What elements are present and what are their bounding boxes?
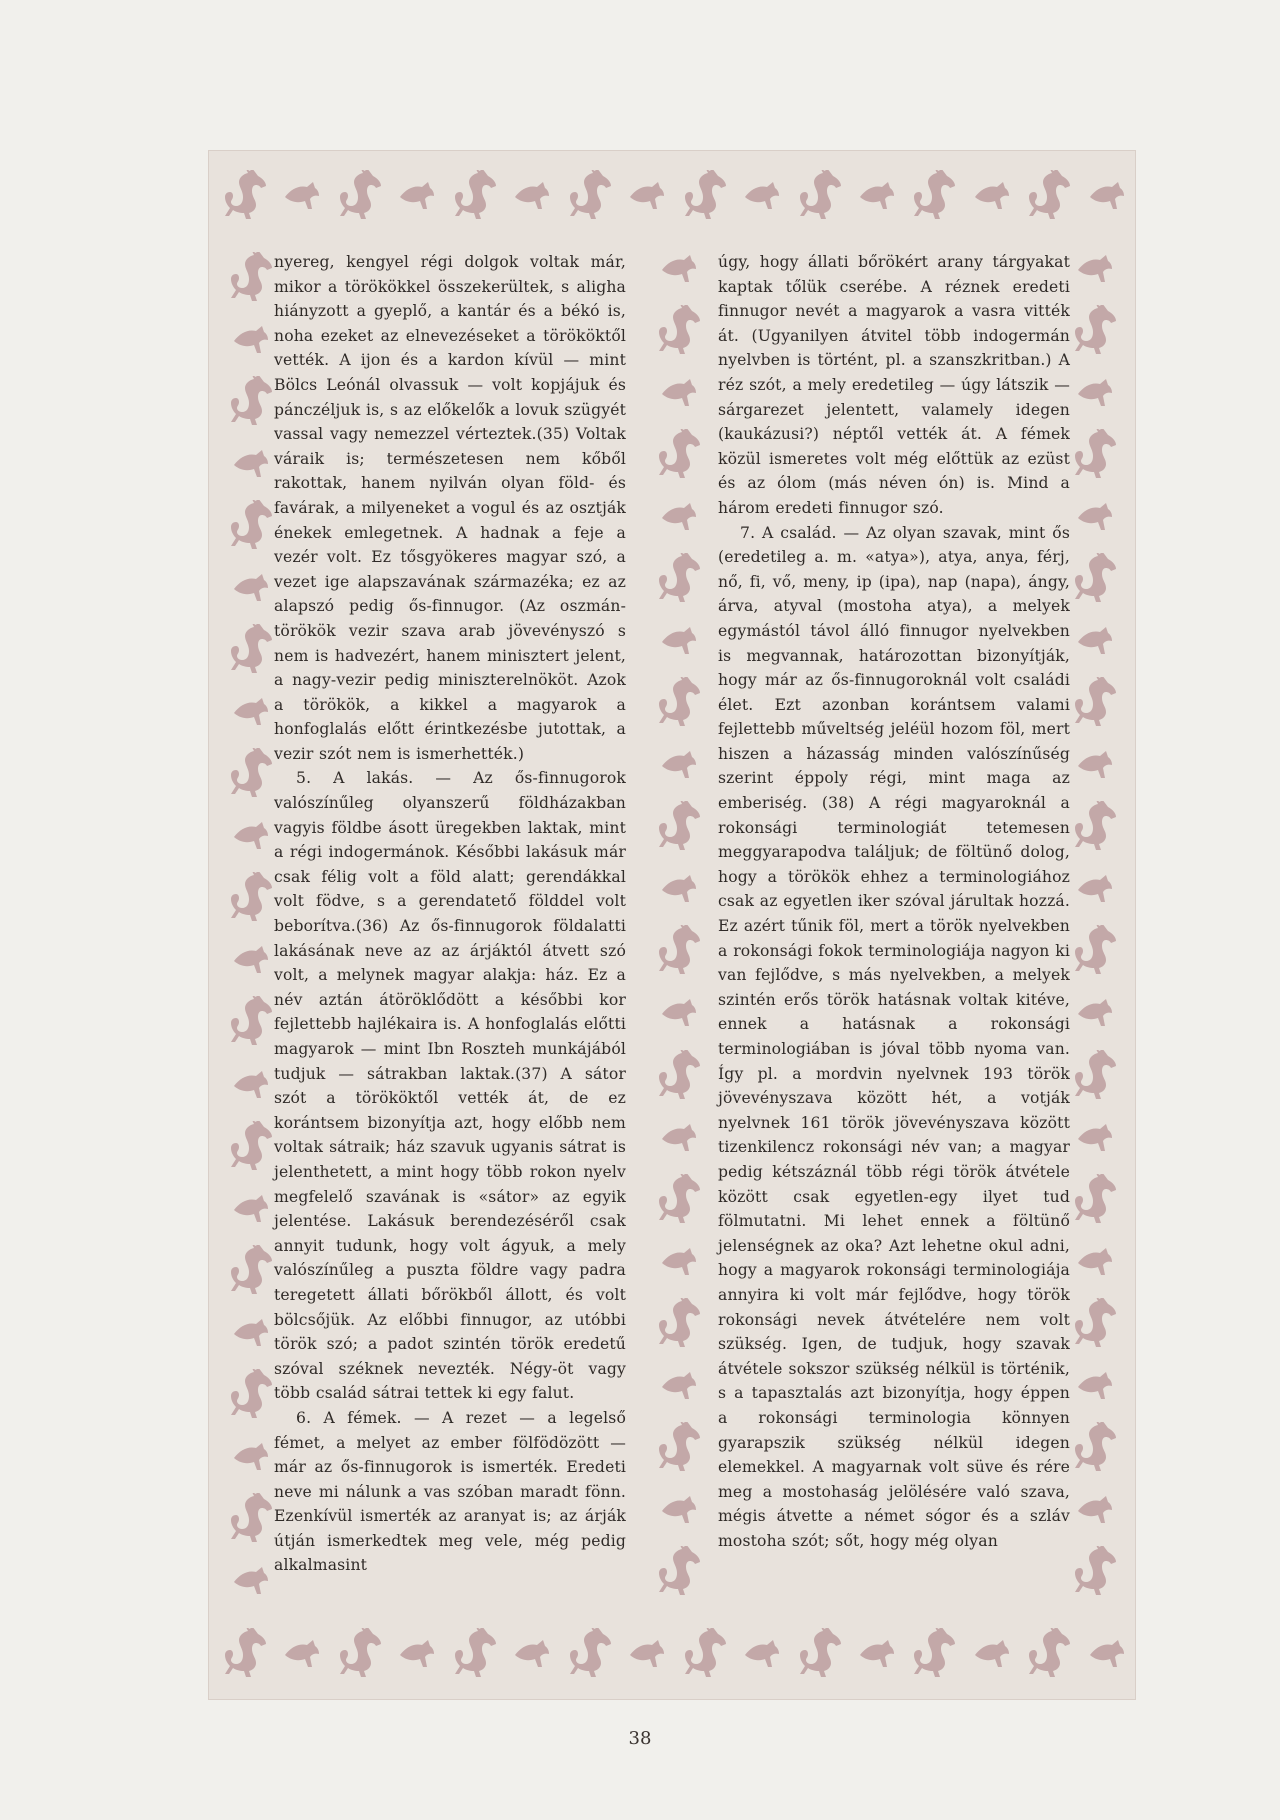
- bird-icon: [511, 179, 551, 213]
- horse-icon: [224, 1121, 276, 1173]
- bird-icon: [396, 1637, 436, 1671]
- horse-icon: [1068, 925, 1120, 977]
- paragraph: 6. A fémek. — A rezet — a legelső fémet, a melyet az ember fölfödözött — már az ős-finnugorok is ismerték. Eredeti neve mi nálunk a vas szóban maradt fönn. Ezenkívül ismerték az aranyat is; az árják útján ismerkedtek meg vele, még pedig alkalmasint: [274, 1408, 626, 1575]
- bird-icon: [230, 695, 270, 729]
- bird-icon: [1074, 624, 1114, 658]
- horse-icon: [224, 252, 276, 304]
- horse-icon: [1068, 1298, 1120, 1350]
- horse-icon: [224, 748, 276, 800]
- bird-icon: [511, 1637, 551, 1671]
- horse-icon: [448, 170, 500, 222]
- bird-icon: [230, 571, 270, 605]
- horse-icon: [448, 1628, 500, 1680]
- horse-icon: [678, 1628, 730, 1680]
- horse-icon: [333, 170, 385, 222]
- horse-icon: [1068, 677, 1120, 729]
- horse-icon: [224, 1493, 276, 1545]
- bird-icon: [230, 1440, 270, 1474]
- horse-icon: [1068, 1050, 1120, 1102]
- horse-icon: [563, 1628, 615, 1680]
- bird-icon: [396, 179, 436, 213]
- horse-icon: [563, 170, 615, 222]
- horse-icon: [1068, 429, 1120, 481]
- horse-icon: [224, 1369, 276, 1421]
- horse-icon: [793, 1628, 845, 1680]
- paragraph: 5. A lakás. — Az ős-finnugorok valószínűleg olyanszerű földházakban vagyis földbe ásott üregekben laktak, mint a régi indogermánok. Későbbi lakásuk már csak félig volt a föld alatt; gerendákkal volt födve, s a gerendatető földdel volt beborítva.(36) Az ős-finnugorok földalatti lakásának neve az az árjáktól átvett szó volt, a melynek magyar alakja: ház. Ez a név aztán átöröklődött a későbbi kor fejlettebb hajlékaira is. A honfoglalás előtti magyarok — mint Ibn Roszteh munkájából tudjuk — sátrakban laktak.(37) A sátor szót a törököktől vették át, de ez korántsem bizonyítja azt, hogy előbb nem voltak sátraik; ház szavuk ugyanis sátrat is jelenthetett, a mint hogy több rokon nyelv megfelelő szavának is «sátor» az egyik jelentése. Lakásuk berendezéséről csak annyit tudunk, hogy volt ágyuk, a mely valószínűleg a puszta földre vagy padra teregetett állati bőrökből állott, és volt bölcsőjük. Az előbbi finnugor, az utóbbi török szó; a padot szintén török eredetű szóval széknek nevezték. Négy-öt vagy több család sátrai tettek ki egy falut.: [274, 769, 626, 1403]
- bird-icon: [1086, 1637, 1126, 1671]
- horse-icon: [793, 170, 845, 222]
- bird-icon: [1086, 179, 1126, 213]
- bird-icon: [230, 1316, 270, 1350]
- horse-icon: [1022, 170, 1074, 222]
- text-columns: [274, 250, 1070, 1602]
- horse-icon: [224, 872, 276, 924]
- right-column: [718, 250, 1070, 1602]
- bird-icon: [1074, 1369, 1114, 1403]
- bird-icon: [741, 1637, 781, 1671]
- bird-icon: [971, 1637, 1011, 1671]
- page-frame: [208, 150, 1136, 1700]
- horse-icon: [1068, 801, 1120, 853]
- bird-icon: [281, 179, 321, 213]
- paragraph: úgy, hogy állati bőrökért arany tárgyakat kaptak tőlük cserébe. A réznek eredeti finnugor nevét a magyarok a vasra vitték át. (Ugyanilyen átvitel több indogermán nyelvben is történt, pl. a szanszkritban.) A réz szót, a mely eredetileg — úgy látszik — sárgarezet jelentett, valamely idegen (kaukázusi?) néptől vették át. A fémek közül ismeretes volt még előttük az ezüst és az ólom (más néven ón) is. Mind a három eredeti finnugor szó.: [718, 253, 1070, 517]
- horse-icon: [1068, 553, 1120, 605]
- horse-icon: [224, 376, 276, 428]
- bird-icon: [1074, 748, 1114, 782]
- bird-icon: [230, 447, 270, 481]
- bird-icon: [281, 1637, 321, 1671]
- paragraph: 7. A család. — Az olyan szavak, mint ős (eredetileg a. m. «atya»), atya, anya, férj, nő, fi, vő, meny, ip (ipa), nap (napa), ángy, árva, atyval (mostoha atya), a melyek egymástól távol álló finnugor nyelvekben is megvannak, határozottan bizonyítják, hogy már az ős-finnugoroknál volt családi élet. Ezt azonban korántsem valami fejlettebb műveltség jeléül hozom föl, mert hiszen a házasság minden valószínűség szerint éppoly régi, mint maga az emberiség. (38) A régi magyaroknál a rokonsági terminologiát tetemesen meggyarapodva találjuk; de föltünő dolog, hogy a törökök ehhez a terminologiához csak az egyetlen iker szóval járultak hozzá. Ez azért tűnik föl, mert a török nyelvekben a rokonsági fokok terminologiája nagyon ki van fejlődve, s más nyelvekben, a melyek szintén erős török hatásnak voltak kitéve, ennek a hatásnak a rokonsági terminologiában is jóval több nyoma van. Így pl. a mordvin nyelvnek 193 török jövevényszava között hét, a votják nyelvnek 161 török jövevényszava között tizenkilencz rokonsági név van; a magyar pedig kétszáznál több régi török átvétele között csak egyetlen-egy ilyet tud fölmutatni. Mi lehet ennek a föltünő jelenségnek az oka? Azt lehetne okul adni, hogy a magyarok rokonsági terminologiája annyira ki volt már fejlődve, hogy török rokonsági nevek átvételére nem volt szükség. Igen, de tudjuk, hogy szavak átvétele sokszor szükség nélkül is történik, s a tapasztalás azt bizonyítja, hogy éppen a rokonsági terminologia könnyen gyarapszik szükség nélkül idegen elemekkel. A magyarnak volt süve és rére meg a mostohaság jelölésére való szava, mégis átvette a német sógor és a szláv mostoha szót; sőt, hogy még olyan: [718, 523, 1070, 1550]
- bird-icon: [1074, 1493, 1114, 1527]
- horse-icon: [224, 624, 276, 676]
- bird-icon: [230, 943, 270, 977]
- paragraph: nyereg, kengyel régi dolgok voltak már, mikor a törökökkel összekerültek, s aligha hiányzott a gyeplő, a kantár és a békó is, noha ezeket az elnevezéseket a törököktől vették. A ijon és a kardon kívül — mint Bölcs Leónál olvassuk — volt kopjájuk és pánczéljuk is, s az előkelők a lovuk szügyét vassal vagy nemezzel vérteztek.(35) Voltak váraik is; természetesen nem kőből rakottak, hanem nyilván olyan föld- és favárak, a milyeneket a vogul és az osztják énekek emlegetnek. A hadnak a feje a vezér volt. Ez tősgyökeres magyar szó, a vezet ige alapszavának származéka; ez az alapszó pedig ős-finnugor. (Az oszmán-törökök vezir szava arab jövevényszó s nem is hadvezért, hanem minisztert jelent, a nagy-vezir pedig miniszterelnököt. Azok a törökök, a kikkel a magyarok a honfoglalás előtt érintkezésbe jutottak, a vezir szót nem is ismerhették.): [274, 253, 626, 763]
- bird-icon: [1074, 872, 1114, 906]
- top-border: [208, 150, 1136, 242]
- bird-icon: [856, 179, 896, 213]
- horse-icon: [1068, 305, 1120, 357]
- horse-icon: [1022, 1628, 1074, 1680]
- bird-icon: [1074, 996, 1114, 1030]
- bird-icon: [1074, 376, 1114, 410]
- horse-icon: [218, 170, 270, 222]
- left-column: [274, 250, 626, 1602]
- bird-icon: [1074, 500, 1114, 534]
- bird-icon: [971, 179, 1011, 213]
- horse-icon: [1068, 1422, 1120, 1474]
- horse-icon: [224, 996, 276, 1048]
- bird-icon: [741, 179, 781, 213]
- bird-icon: [230, 323, 270, 357]
- bird-icon: [230, 1564, 270, 1598]
- bird-icon: [1074, 1245, 1114, 1279]
- bird-icon: [230, 1192, 270, 1226]
- page-number: 38: [628, 1728, 652, 1749]
- bottom-border: [208, 1608, 1136, 1700]
- bird-icon: [626, 1637, 666, 1671]
- bird-icon: [230, 1068, 270, 1102]
- horse-icon: [224, 500, 276, 552]
- bird-icon: [626, 179, 666, 213]
- horse-icon: [224, 1245, 276, 1297]
- bird-icon: [856, 1637, 896, 1671]
- bird-icon: [1074, 1121, 1114, 1155]
- horse-icon: [1068, 1546, 1120, 1598]
- horse-icon: [678, 170, 730, 222]
- horse-icon: [907, 170, 959, 222]
- horse-icon: [218, 1628, 270, 1680]
- bird-icon: [1074, 252, 1114, 286]
- horse-icon: [333, 1628, 385, 1680]
- bird-icon: [230, 819, 270, 853]
- horse-icon: [907, 1628, 959, 1680]
- horse-icon: [1068, 1174, 1120, 1226]
